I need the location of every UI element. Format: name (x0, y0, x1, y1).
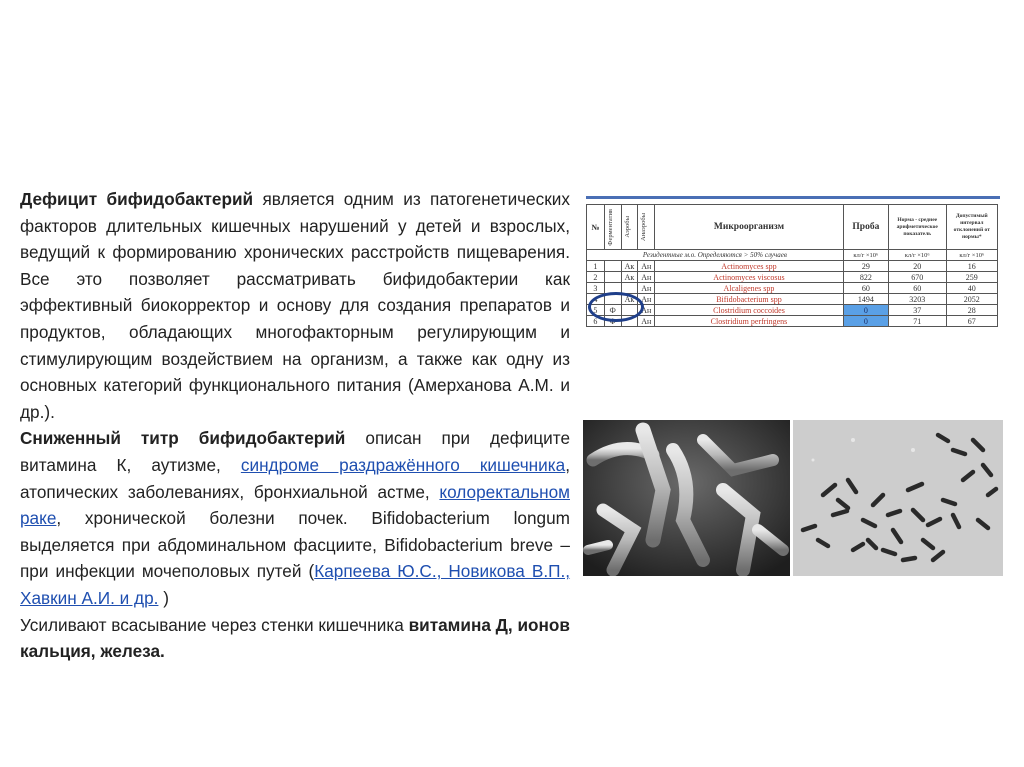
row-col2 (604, 261, 621, 272)
row-probe: 822 (843, 272, 888, 283)
light-micrograph-drawing (793, 420, 1003, 576)
table-row (587, 316, 998, 327)
row-organism: Actinomyces viscosus (655, 272, 844, 283)
paragraph-1-text: является одним из патогенетических факторов длительных кишечных нарушений у детей и взрослых, ведущий к формированию хронических расстройств пищеварения. Все это позволяет рассматривать бифидобактерии как эффективный биокорректор и основу для создания препаратов и продуктов, обладающих многофакторным регулирующим и стимулирующим воздействием на организм, а также как одну из основных категорий функционального питания (Амерханова А.М. и др.). (20, 189, 570, 422)
row-probe: 29 (843, 261, 888, 272)
row-col2 (604, 272, 621, 283)
row-col3: Ак (621, 294, 638, 305)
link-authors[interactable]: Карпеева Ю.С., Новикова В.П., Хавкин А.И. и др. (20, 561, 571, 608)
row-norm: 20 (888, 261, 946, 272)
table-row (587, 283, 998, 294)
row-num: 2 (587, 272, 605, 283)
row-probe-highlighted: 0 (843, 305, 888, 316)
row-range: 259 (946, 272, 997, 283)
row-col2: Ф (604, 305, 621, 316)
header-col3: Аэробы (623, 216, 631, 238)
subheader-unit-1: кл/г ×10⁶ (843, 250, 888, 261)
row-col4: Ан (638, 261, 655, 272)
header-num: № (587, 205, 605, 250)
sem-micrograph-drawing (583, 420, 790, 576)
row-range: 28 (946, 305, 997, 316)
subheader-unit-3: кл/г ×10⁶ (946, 250, 997, 261)
row-col4: Ан (638, 316, 655, 327)
row-probe: 1494 (843, 294, 888, 305)
header-col4: Анаэробы (640, 212, 648, 242)
table-row (587, 305, 998, 316)
row-organism: Clostridium perfringens (655, 316, 844, 327)
row-col4: Ан (638, 305, 655, 316)
row-col4: Ан (638, 272, 655, 283)
row-col3: Ак (621, 261, 638, 272)
microorganism-table (586, 204, 998, 327)
table-top-rule (586, 196, 1000, 199)
microorganism-table-image (586, 196, 1000, 342)
row-col3: Ак (621, 272, 638, 283)
paragraph-2 (20, 425, 570, 611)
term-bold-3: витамина Д, ионов кальция, железа. (20, 614, 570, 662)
subheader-note: Резидентные м.о. Определяются > 50% случаев (587, 250, 844, 261)
row-range: 40 (946, 283, 997, 294)
sem-micrograph-image (583, 420, 790, 576)
paragraph-2-text-1: описан при дефиците витамина К, аутизме, (20, 428, 571, 475)
row-organism: Bifidobacterium spp (655, 294, 844, 305)
row-norm: 670 (888, 272, 946, 283)
paragraph-2-text-4: ) (158, 587, 169, 608)
row-norm: 60 (888, 283, 946, 294)
paragraph-3-text: Усиливают всасывание через стенки кишечника (20, 614, 409, 635)
link-ibs[interactable]: синдроме раздражённого кишечника (240, 454, 566, 475)
header-norm: Норма - среднее арифметическое показатель (888, 205, 946, 250)
row-norm: 3203 (888, 294, 946, 305)
table-row (587, 261, 998, 272)
row-col2: Ф (604, 316, 621, 327)
row-range: 67 (946, 316, 997, 327)
link-colorectal-cancer[interactable]: колоректальном раке (20, 481, 570, 529)
header-col2: Ферментатив (606, 208, 614, 246)
highlight-circle (588, 292, 644, 322)
row-num: 1 (587, 261, 605, 272)
row-organism: Clostridium coccoides (655, 305, 844, 316)
row-organism: Actinomyces spp (655, 261, 844, 272)
row-norm: 71 (888, 316, 946, 327)
header-probe: Проба (843, 205, 888, 250)
row-range: 16 (946, 261, 997, 272)
header-range: Допустимый интервал отклонений от нормы* (946, 205, 997, 250)
paragraph-3 (20, 612, 570, 665)
paragraph-2-text-2: , атопических заболеваниях, бронхиальной астме, (20, 454, 571, 502)
row-num: 4 (587, 294, 605, 305)
row-organism: Alcaligenes spp (655, 283, 844, 294)
term-bold-1: Дефицит бифидобактерий (20, 189, 254, 209)
table-row (587, 272, 998, 283)
main-text (20, 186, 570, 665)
row-col4: Ан (638, 283, 655, 294)
row-probe: 60 (843, 283, 888, 294)
subheader-unit-2: кл/г ×10⁶ (888, 250, 946, 261)
row-col4: Ан (638, 294, 655, 305)
row-probe-highlighted: 0 (843, 316, 888, 327)
row-num: 6 (587, 316, 605, 327)
light-micrograph-image (793, 420, 1003, 576)
paragraph-2-text-3: , хронической болезни почек. Bifidobacterium longum выделяется при абдоминальном фасциите, Bifidobacterium breve – при инфекции мочеполовых путей ( (20, 508, 570, 582)
row-norm: 37 (888, 305, 946, 316)
header-organism: Микроорганизм (655, 205, 844, 250)
paragraph-1 (20, 186, 570, 425)
row-num: 3 (587, 283, 605, 294)
term-bold-2: Сниженный титр бифидобактерий (20, 428, 346, 449)
row-range: 2052 (946, 294, 997, 305)
table-row (587, 294, 998, 305)
row-num: 5 (587, 305, 605, 316)
